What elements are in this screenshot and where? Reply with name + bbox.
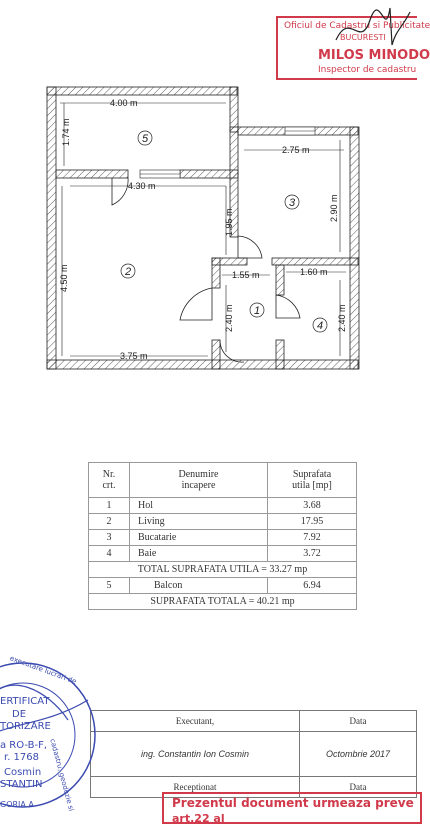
door-balcony (112, 178, 128, 205)
stamp-line-role: Inspector de cadastru (318, 65, 417, 75)
row-name: Hol (130, 498, 268, 514)
data-label-2: Data (300, 777, 417, 798)
executant-label: Executant, (91, 711, 300, 732)
stamp-line-7: STANTIN (0, 779, 43, 790)
stamp-line-5: r. 1768 (4, 752, 39, 763)
door-living (180, 288, 212, 320)
row-area: 3.68 (268, 498, 357, 514)
stamp-line-2: DE (12, 709, 27, 720)
row-area: 7.92 (268, 530, 357, 546)
stamp-line-name: MILOS MINODO (318, 48, 430, 63)
row-nr: 1 (89, 498, 130, 514)
stamp-line-4: a RO-B-F, (0, 740, 48, 751)
table-row (89, 514, 357, 530)
notice-stamp (162, 792, 422, 824)
row-area: 6.94 (268, 578, 357, 594)
table-row (89, 530, 357, 546)
total-area: SUPRAFATA TOTALA = 40.21 mp (89, 594, 357, 610)
stamp-line-8: GORIA A (0, 800, 34, 809)
table-row (89, 578, 357, 594)
row-nr: 2 (89, 514, 130, 530)
stamp-line-1: ERTIFICAT (0, 696, 50, 707)
notice-line-2: art.22 al (172, 812, 225, 825)
door-entry (220, 340, 244, 362)
row-name: Balcon (130, 578, 268, 594)
room-label-2: 2 (125, 266, 132, 278)
area-table (88, 462, 357, 610)
col-name: Denumire incapere (130, 463, 268, 498)
dim-room2-height: 4.50 m (59, 264, 69, 292)
total-row (89, 594, 357, 610)
room-label-1: 1 (254, 305, 261, 317)
door-kitchen (238, 236, 262, 258)
col-nr: Nr. crt. (89, 463, 130, 498)
row-nr: 5 (89, 578, 130, 594)
col-area: Suprafata utila [mp] (268, 463, 357, 498)
stamp-line-6: Cosmin (4, 767, 42, 778)
stamp-line-city: BUCURESTI (340, 33, 386, 42)
room-label-5: 5 (142, 133, 149, 145)
stamp-side-text: cadastru, geodezie si (48, 738, 76, 813)
row-name: Living (130, 514, 268, 530)
row-nr: 3 (89, 530, 130, 546)
signature-table (90, 710, 417, 798)
data-label: Data (300, 711, 417, 732)
dim-room3-height: 2.90 m (329, 194, 339, 222)
total-utila-row (89, 562, 357, 578)
dim-hall-height: 2.40 m (224, 304, 234, 332)
dim-room4-width: 1.60 m (300, 267, 328, 277)
dim-room5-height: 1.74 m (61, 118, 71, 146)
notice-line-1: Prezentul document urmeaza preve (172, 796, 414, 810)
stamp-line-3: TORIZARE (0, 721, 51, 732)
floor-plan (0, 0, 417, 420)
receptionat-label: Receptionat (91, 777, 300, 798)
door-bath (276, 295, 300, 318)
table-row (89, 498, 357, 514)
row-name: Bucatarie (130, 530, 268, 546)
dim-room4-height: 2.40 m (337, 304, 347, 332)
stamp-arc-text: executare lucrari de (8, 654, 78, 686)
executant-name: ing. Constantin Ion Cosmin (91, 732, 300, 777)
row-area: 17.95 (268, 514, 357, 530)
dim-room3-width: 2.75 m (282, 145, 310, 155)
row-name: Baie (130, 546, 268, 562)
dim-corridor-height: 1.95 m (224, 208, 234, 236)
room-label-4: 4 (317, 320, 324, 332)
room-label-3: 3 (289, 197, 296, 209)
executant-date: Octombrie 2017 (300, 732, 417, 777)
stamp-line-office: Oficiul de Cadastru si Publicitate (284, 21, 430, 31)
table-row (89, 546, 357, 562)
authorization-stamp (0, 654, 98, 813)
row-area: 3.72 (268, 546, 357, 562)
row-nr: 4 (89, 546, 130, 562)
dim-room2-top: 4.30 m (128, 181, 156, 191)
area-table-header (89, 463, 357, 498)
dim-room2-bottom: 3.75 m (120, 351, 148, 361)
total-utila: TOTAL SUPRAFATA UTILA = 33.27 mp (89, 562, 357, 578)
dim-room5-width: 4.00 m (110, 98, 138, 108)
dim-hall-width: 1.55 m (232, 270, 260, 280)
